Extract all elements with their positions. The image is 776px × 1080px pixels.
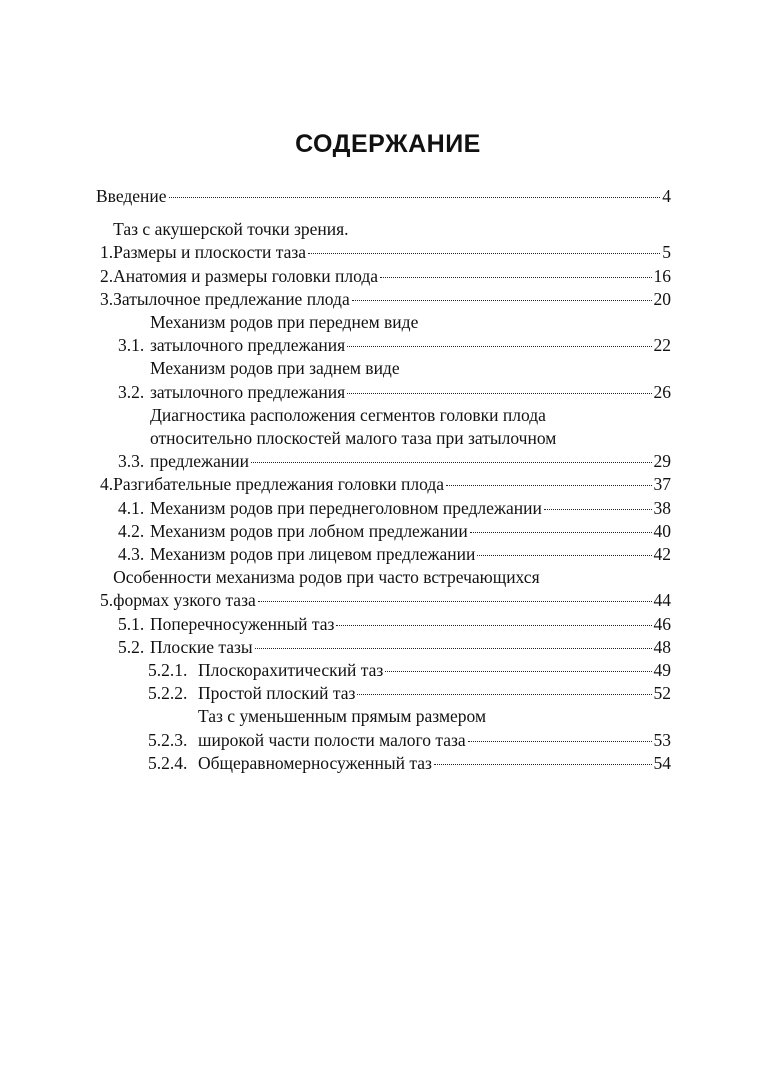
dot-leader xyxy=(446,485,651,486)
toc-entry-title-line: Плоскорахитический таз xyxy=(198,660,384,681)
toc-entry-number: 4.1. xyxy=(118,497,145,518)
dot-leader xyxy=(336,625,651,626)
toc-entry-page-number: 40 xyxy=(653,520,671,541)
toc-entry-title-line: Диагностика расположения сегментов головки плода xyxy=(150,404,546,425)
toc-entry-page-number: 20 xyxy=(653,288,671,309)
dot-leader xyxy=(255,648,652,649)
toc-entry-title-line: Механизм родов при лицевом предлежании xyxy=(150,544,476,565)
toc-entry-number: 4.3. xyxy=(118,544,145,565)
toc-entry-number: 3.2. xyxy=(118,381,145,402)
toc-entry xyxy=(96,288,671,311)
toc-entry-number: 5.2.2. xyxy=(148,683,188,704)
toc-entry-title-line: Общеравномерносуженный таз xyxy=(198,752,432,773)
toc-entry-title-line: Анатомия и размеры головки плода xyxy=(113,265,379,286)
toc-entry-number: 3. xyxy=(100,288,114,309)
toc-entry-title-line: Механизм родов при заднем виде xyxy=(150,358,400,379)
toc-entry-title-line: Плоские тазы xyxy=(150,636,253,657)
toc-entry-title-line: затылочного предлежания xyxy=(150,335,346,356)
toc-entry-number: 5. xyxy=(100,590,114,611)
toc-entry xyxy=(96,543,671,566)
toc-entry-number: 5.2.3. xyxy=(148,729,188,750)
toc-entry-number: 1. xyxy=(100,242,114,263)
toc-entry-number: 5.2.1. xyxy=(148,660,188,681)
toc-entry-number: 4.2. xyxy=(118,520,145,541)
dot-leader xyxy=(380,277,651,278)
toc-entry-number: 3.1. xyxy=(118,335,145,356)
toc-entry-title-line: Поперечносуженный таз xyxy=(150,613,335,634)
toc-entry-page-number: 48 xyxy=(653,636,671,657)
toc-entry-title-line: Введение xyxy=(96,186,167,206)
toc-entry xyxy=(96,497,671,520)
dot-leader xyxy=(352,300,652,301)
toc-entry xyxy=(96,185,671,208)
toc-entry-title-line: Простой плоский таз xyxy=(198,683,356,704)
toc-entry-title-line: Таз с уменьшенным прямым размером xyxy=(198,706,487,727)
toc-entry-title-line: Размеры и плоскости таза xyxy=(113,242,307,263)
toc-entry-page-number: 37 xyxy=(653,474,671,495)
toc-entry xyxy=(96,613,671,636)
toc-entry-title-line: Разгибательные предлежания головки плода xyxy=(113,474,445,495)
toc-entry-title-line: широкой части полости малого таза xyxy=(198,729,466,750)
toc-entry-title-line: Особенности механизма родов при часто встречающихся xyxy=(113,567,540,588)
toc-entry-title-line: формах узкого таза xyxy=(113,590,256,611)
toc-entry xyxy=(96,404,671,474)
toc-entry-page-number: 16 xyxy=(653,265,671,286)
toc-entry-number: 3.3. xyxy=(118,451,145,472)
toc-entry xyxy=(96,218,671,264)
toc-entry xyxy=(96,566,671,612)
toc-entry-number: 5.1. xyxy=(118,613,145,634)
dot-leader xyxy=(258,601,652,602)
toc-entry-number: 2. xyxy=(100,265,114,286)
toc-entry-page-number: 46 xyxy=(653,613,671,634)
dot-leader xyxy=(308,253,660,254)
toc-entry-page-number: 29 xyxy=(653,451,671,472)
toc-entry-page-number: 26 xyxy=(653,381,671,402)
toc-entry xyxy=(96,473,671,496)
dot-leader xyxy=(477,555,651,556)
toc-entry xyxy=(96,520,671,543)
toc-entry-page-number: 38 xyxy=(653,497,671,518)
toc-entry-page-number: 54 xyxy=(653,752,671,773)
dot-leader xyxy=(468,741,652,742)
toc-entry-title-line: предлежании xyxy=(150,451,250,472)
page-title: СОДЕРЖАНИЕ xyxy=(295,130,481,158)
toc-entry xyxy=(96,705,671,751)
toc-entry-page-number: 22 xyxy=(653,335,671,356)
toc-entry-page-number: 49 xyxy=(653,660,671,681)
toc-entry-title-line: Механизм родов при лобном предлежании xyxy=(150,520,468,541)
dot-leader xyxy=(544,509,652,510)
dot-leader xyxy=(169,197,661,198)
toc-entry-page-number: 52 xyxy=(653,683,671,704)
toc-entry-title-line: относительно плоскостей малого таза при затылочном xyxy=(150,428,557,449)
toc-entry-page-number: 5 xyxy=(662,242,671,263)
toc-entry-title-line: Механизм родов при переднеголовном предлежании xyxy=(150,497,542,518)
toc-entry xyxy=(96,311,671,357)
toc-entry-number: 4. xyxy=(100,474,114,495)
dot-leader xyxy=(385,671,651,672)
toc-entry-title-line: Механизм родов при переднем виде xyxy=(150,312,419,333)
dot-leader xyxy=(347,346,651,347)
dot-leader xyxy=(357,694,651,695)
toc-entry xyxy=(96,265,671,288)
toc-entry-page-number: 4 xyxy=(662,186,671,206)
toc-entry-page-number: 44 xyxy=(653,590,671,611)
toc-entry xyxy=(96,682,671,705)
toc-entry-title-line: Таз с акушерской точки зрения. xyxy=(113,219,349,240)
dot-leader xyxy=(347,393,651,394)
table-of-contents xyxy=(96,185,671,775)
dot-leader xyxy=(251,462,651,463)
toc-entry-number: 5.2.4. xyxy=(148,752,188,773)
toc-entry-number: 5.2. xyxy=(118,636,145,657)
toc-entry xyxy=(96,752,671,775)
toc-entry-title-line: Затылочное предлежание плода xyxy=(113,288,350,309)
toc-entry-page-number: 42 xyxy=(653,544,671,565)
dot-leader xyxy=(434,764,652,765)
toc-entry xyxy=(96,357,671,403)
toc-entry-title-line: затылочного предлежания xyxy=(150,381,346,402)
toc-entry xyxy=(96,659,671,682)
toc-entry-page-number: 53 xyxy=(653,729,671,750)
dot-leader xyxy=(470,532,652,533)
toc-entry xyxy=(96,636,671,659)
